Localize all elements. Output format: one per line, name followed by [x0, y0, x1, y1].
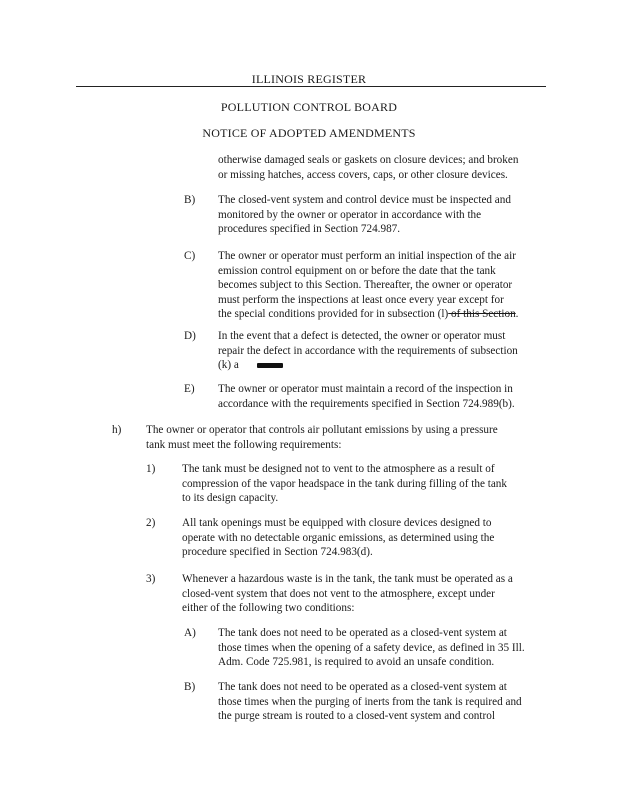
text-line: must perform the inspections at least once every year except for [218, 293, 504, 306]
text-line: The tank must be designed not to vent to the atmosphere as a result of [182, 463, 495, 475]
board-title: POLLUTION CONTROL BOARD [220, 100, 398, 114]
item-text-3B [218, 680, 522, 724]
text-line: repair the defect in accordance with the requirements of subsection [218, 344, 518, 357]
item-label-2: 2) [146, 517, 156, 529]
item-label-3B: B) [184, 681, 196, 693]
continuation-text [218, 153, 518, 182]
text-line: Whenever a hazardous waste is in the tank, the tank must be operated as a [182, 573, 513, 585]
item-text-3A [218, 626, 525, 670]
text-line: The owner or operator must perform an initial inspection of the air [218, 250, 516, 262]
item-label-3A: A) [184, 627, 196, 639]
text-line: In the event that a defect is detected, the owner or operator must [218, 330, 506, 342]
text-line: emission control equipment on or before the date that the tank [218, 264, 496, 277]
text-line: accordance with the requirements specified in Section 724.989(b). [218, 397, 515, 410]
item-label-B: B) [184, 194, 196, 206]
item-label-3: 3) [146, 573, 156, 585]
item-text-B [218, 193, 511, 237]
item-text-C [218, 249, 518, 322]
text-line: otherwise damaged seals or gaskets on closure devices; and broken [218, 154, 519, 166]
item-label-E: E) [184, 383, 195, 395]
text-line: those times when the opening of a safety device, as defined in 35 Ill. [218, 641, 525, 654]
text-line: or missing hatches, access covers, caps, or other closure devices. [218, 168, 508, 181]
header-rule [76, 86, 546, 87]
item-text-D [218, 329, 518, 373]
text-line [218, 307, 518, 322]
text-line: closed-vent system that does not vent to the atmosphere, except under [182, 587, 495, 600]
register-title: ILLINOIS REGISTER [251, 72, 367, 86]
text-line: The tank does not need to be operated as a closed-vent system at [218, 627, 507, 639]
text-line: procedure specified in Section 724.983(d). [182, 546, 373, 559]
text-line: either of the following two conditions: [182, 602, 355, 615]
text-line: the purge stream is routed to a closed-vent system and control [218, 710, 495, 723]
text-line [218, 358, 518, 373]
text-line: Adm. Code 725.981, is required to avoid an unsafe condition. [218, 656, 495, 669]
text-line: operate with no detectable organic emissions, as determined using the [182, 531, 495, 544]
redaction-mark [257, 363, 283, 368]
notice-title: NOTICE OF ADOPTED AMENDMENTS [202, 126, 416, 140]
text-line: All tank openings must be equipped with closure devices designed to [182, 517, 492, 529]
text-line: those times when the purging of inerts from the tank is required and [218, 695, 522, 708]
item-label-D: D) [184, 330, 196, 342]
subsection-text-h [146, 423, 498, 452]
item-label-C: C) [184, 250, 196, 262]
text-line: monitored by the owner or operator in accordance with the [218, 208, 482, 221]
item-text-2 [182, 516, 494, 560]
text-fragment: (k) a [218, 359, 239, 372]
text-fragment: the special conditions provided for in subsection (l) [218, 308, 449, 321]
text-line: becomes subject to this Section. Thereafter, the owner or operator [218, 279, 513, 292]
text-line: procedures specified in Section 724.987. [218, 223, 401, 236]
text-fragment: . [515, 308, 519, 321]
text-line: The tank does not need to be operated as a closed-vent system at [218, 681, 507, 693]
text-line: The owner or operator must maintain a record of the inspection in [218, 383, 513, 395]
text-line: compression of the vapor headspace in the tank during filling of the tank [182, 477, 507, 490]
subsection-label-h: h) [112, 424, 122, 436]
text-line: The owner or operator that controls air pollutant emissions by using a pressure [146, 424, 498, 436]
text-line: The closed-vent system and control device must be inspected and [218, 194, 511, 206]
item-text-1 [182, 462, 507, 506]
text-line: to its design capacity. [182, 492, 279, 505]
deleted-text: of this Section [448, 308, 516, 321]
item-text-3 [182, 572, 513, 616]
text-line: tank must meet the following requirements: [146, 438, 342, 451]
item-text-E [218, 382, 515, 411]
item-label-1: 1) [146, 463, 156, 475]
